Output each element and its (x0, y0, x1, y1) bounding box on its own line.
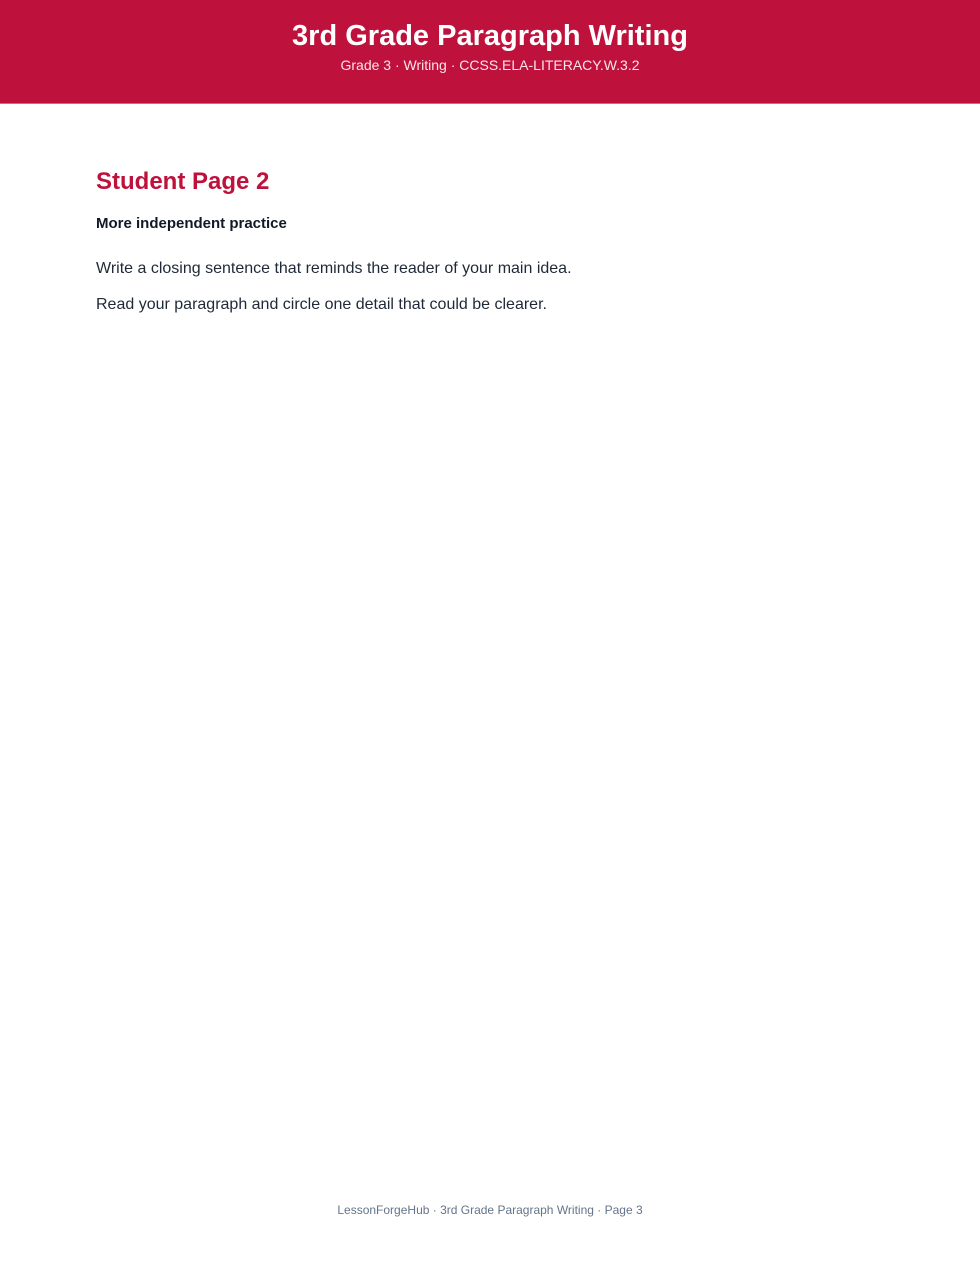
document-subtitle: Grade 3 · Writing · CCSS.ELA-LITERACY.W.3.2 (340, 57, 640, 73)
section-subtitle: More independent practice (96, 215, 287, 232)
page-header (0, 0, 980, 104)
page-footer: LessonForgeHub · 3rd Grade Paragraph Writing · Page 3 (337, 1203, 643, 1217)
instruction-paragraph: Read your paragraph and circle one detail that could be clearer. (96, 296, 547, 313)
section-title: Student Page 2 (96, 168, 270, 195)
instruction-paragraph: Write a closing sentence that reminds the reader of your main idea. (96, 260, 572, 277)
document-title: 3rd Grade Paragraph Writing (292, 20, 688, 52)
